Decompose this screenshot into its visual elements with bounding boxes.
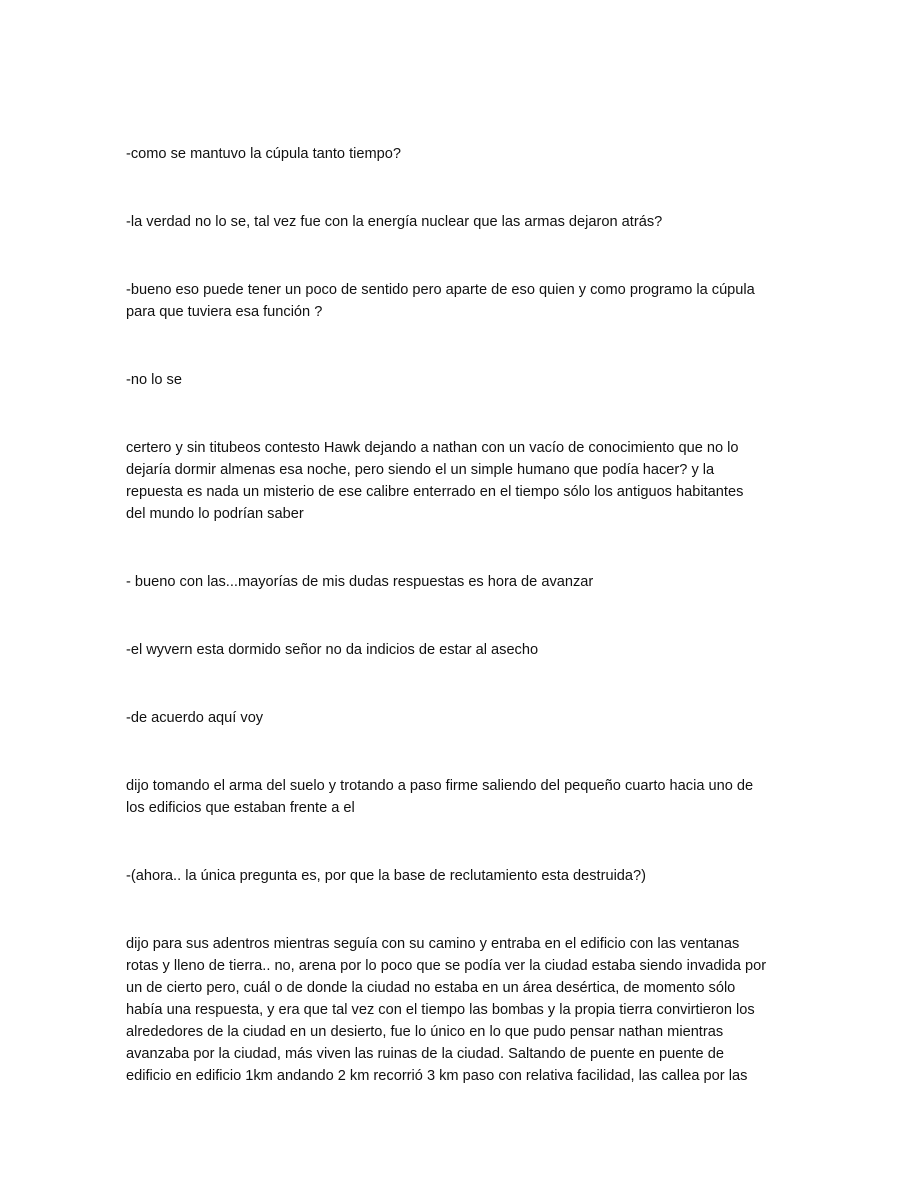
text-line: -(ahora.. la única pregunta es, por que la base de reclutamiento esta destruida?) xyxy=(126,868,647,884)
text-line: dijo tomando el arma del suelo y trotando a paso firme saliendo del pequeño cuarto hacia uno de xyxy=(126,778,754,794)
text-line: avanzaba por la ciudad, más viven las ruinas de la ciudad. Saltando de puente en puente de xyxy=(126,1046,724,1062)
paragraph-dialogue-3 xyxy=(126,279,776,323)
text-line: había una respuesta, y era que tal vez con el tiempo las bombas y la propia tierra convirtieron los xyxy=(126,1002,755,1018)
text-line: alrededores de la ciudad en un desierto, fue lo único en lo que pudo pensar nathan mientras xyxy=(126,1024,724,1040)
text-line: un de cierto pero, cuál o de donde la ciudad no estaba en un área desértica, de momento sólo xyxy=(126,980,736,996)
text-line: - bueno con las...mayorías de mis dudas respuestas es hora de avanzar xyxy=(126,574,594,590)
text-line: -la verdad no lo se, tal vez fue con la energía nuclear que las armas dejaron atrás? xyxy=(126,214,663,230)
paragraph-dialogue-2 xyxy=(126,211,776,233)
text-line: -el wyvern esta dormido señor no da indicios de estar al asecho xyxy=(126,642,539,658)
text-line: edificio en edificio 1km andando 2 km recorrió 3 km paso con relativa facilidad, las callea por las xyxy=(126,1068,748,1084)
paragraph-dialogue-8 xyxy=(126,865,776,887)
text-line: rotas y lleno de tierra.. no, arena por lo poco que se podía ver la ciudad estaba siendo invadida por xyxy=(126,958,767,974)
text-line: los edificios que estaban frente a el xyxy=(126,800,355,816)
text-line: dijo para sus adentros mientras seguía con su camino y entraba en el edificio con las ventanas xyxy=(126,936,740,952)
paragraph-dialogue-1 xyxy=(126,143,776,165)
paragraph-narration-3 xyxy=(126,933,776,1087)
text-line: del mundo lo podrían saber xyxy=(126,506,304,522)
paragraph-dialogue-7 xyxy=(126,707,776,729)
paragraph-narration-1 xyxy=(126,437,776,525)
text-line: -como se mantuvo la cúpula tanto tiempo? xyxy=(126,146,402,162)
text-line: repuesta es nada un misterio de ese calibre enterrado en el tiempo sólo los antiguos habitantes xyxy=(126,484,744,500)
text-line: -de acuerdo aquí voy xyxy=(126,710,264,726)
paragraph-dialogue-6 xyxy=(126,639,776,661)
text-line: para que tuviera esa función ? xyxy=(126,304,323,320)
text-line: -bueno eso puede tener un poco de sentido pero aparte de eso quien y como programo la cúpula xyxy=(126,282,755,298)
text-line: -no lo se xyxy=(126,372,182,388)
paragraph-dialogue-4 xyxy=(126,369,776,391)
paragraph-dialogue-5 xyxy=(126,571,776,593)
text-line: certero y sin titubeos contesto Hawk dejando a nathan con un vacío de conocimiento que no lo xyxy=(126,440,739,456)
text-line: dejaría dormir almenas esa noche, pero siendo el un simple humano que podía hacer? y la xyxy=(126,462,715,478)
paragraph-narration-2 xyxy=(126,775,776,819)
